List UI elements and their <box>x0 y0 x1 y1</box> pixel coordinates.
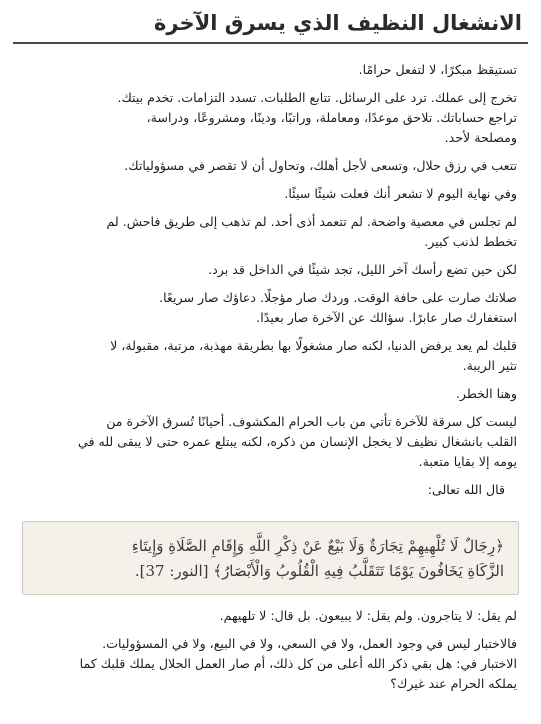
paragraph-line: تخرج إلى عملك. ترد على الرسائل. تتابع الطلبات. تسدد التزامات. تخدم بيتك. <box>117 90 517 105</box>
paragraph <box>20 412 521 472</box>
paragraph-line: لم يقل: لا يتاجرون. ولم يقل: لا يبيعون. بل قال: لا تلهيهم. <box>219 608 517 623</box>
title-bar <box>13 6 528 44</box>
paragraph-line: يومه إلا بقايا متعبة. <box>418 454 517 469</box>
verse-line: ﴿رِجَالٌ لَا تُلْهِيهِمْ تِجَارَةٌ وَلَا بَيْعٌ عَنْ ذِكْرِ اللَّهِ وَإِقَامِ الصَّلَاةِ وَإِيتَاءِ <box>131 537 504 555</box>
paragraph <box>20 156 521 176</box>
paragraph <box>20 384 521 404</box>
paragraph-line: ليست كل سرقة للآخرة تأتي من باب الحرام المكشوف. أحيانًا تُسرق الآخرة من <box>106 414 517 429</box>
paragraph <box>20 60 521 80</box>
quran-verse-box <box>22 521 519 595</box>
paragraph-line: قلبك لم يعد يرفض الدنيا، لكنه صار مشغولًا بها بطريقة مهذبة، مرتبة، مقبولة، لا <box>110 338 517 353</box>
paragraph-line: وفي نهاية اليوم لا تشعر أنك فعلت شيئًا سيئًا. <box>284 186 517 201</box>
paragraph <box>20 336 521 376</box>
paragraph-line: تستيقظ مبكرًا، لا لتفعل حرامًا. <box>358 62 517 77</box>
paragraph <box>20 634 521 694</box>
verse-intro: قال الله تعالى: <box>427 482 505 497</box>
paragraph-line: استغفارك صار عابرًا. سؤالك عن الآخرة صار بعيدًا. <box>256 310 517 325</box>
paragraph-line: القلب بانشغال نظيف لا يخجل الإنسان من ذكره، لكنه يبتلع عمره حتى لا يبقى لله في <box>77 434 517 449</box>
paragraph-line: الاختبار في: هل بقي ذكر الله أعلى من كل ذلك، أم صار العمل الحلال يملك قلبك كما <box>79 656 517 671</box>
paragraph-line: وهنا الخطر. <box>455 386 517 401</box>
paragraph <box>20 212 521 252</box>
paragraph-line: تراجع حساباتك. تلاحق موعدًا، ومعاملة، وراتبًا، ودينًا، ومشروعًا، ودراسة، <box>146 110 517 125</box>
verse-line: الزَّكَاةِ يَخَافُونَ يَوْمًا تَتَقَلَّبُ فِيهِ الْقُلُوبُ وَالْأَبْصَارُ﴾ [النور: 37]. <box>134 562 504 580</box>
closing-section <box>20 606 521 694</box>
paragraph <box>20 606 521 626</box>
paragraph <box>20 260 521 280</box>
page-title: الانشغال النظيف الذي يسرق الآخرة <box>154 11 522 35</box>
quran-verse <box>37 534 504 584</box>
paragraph-line: لكن حين تضع رأسك آخر الليل، تجد شيئًا في الداخل قد برد. <box>208 262 517 277</box>
paragraph-line: تتعب في رزق حلال، وتسعى لأجل أهلك، وتحاول أن لا تقصر في مسؤولياتك. <box>124 158 517 173</box>
paragraph-line: تثير الريبة. <box>462 358 517 373</box>
paragraph <box>20 88 521 148</box>
article-body <box>20 60 521 500</box>
paragraph <box>20 288 521 328</box>
paragraph-line: صلاتك صارت على حافة الوقت. وردك صار مؤجلًا. دعاؤك صار سريعًا. <box>159 290 517 305</box>
paragraph-line: لم تجلس في معصية واضحة. لم تتعمد أذى أحد. لم تذهب إلى طريق فاحش. لم <box>106 214 517 229</box>
paragraph-line: ومصلحة لأحد. <box>444 130 517 145</box>
paragraph-line: يملكه الحرام عند غيرك؟ <box>390 676 517 691</box>
paragraph-line: تخطط لذنب كبير. <box>424 234 517 249</box>
paragraph-line: فالاختبار ليس في وجود العمل، ولا في السعي، ولا في البيع، ولا في المسؤوليات. <box>102 636 517 651</box>
paragraph <box>20 184 521 204</box>
